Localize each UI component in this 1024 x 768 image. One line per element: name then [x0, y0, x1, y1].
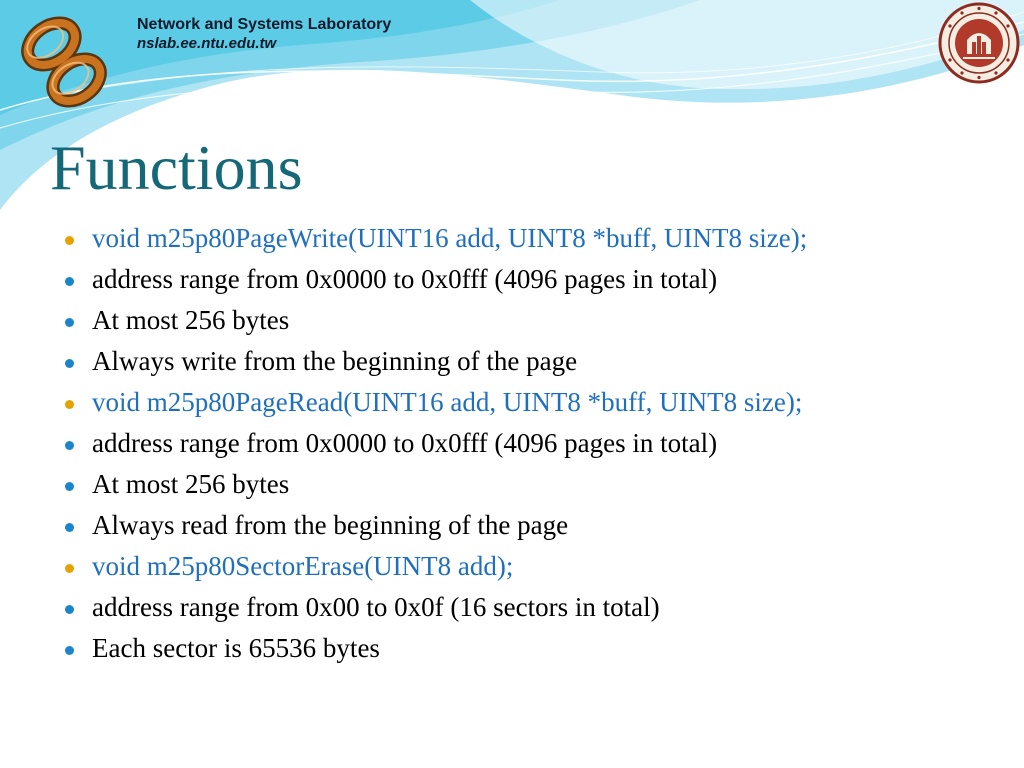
function-signature-item	[64, 550, 944, 583]
bullet-text: At most 256 bytes	[92, 469, 290, 499]
bullet-dot-icon	[65, 318, 74, 327]
bullet-dot-icon	[65, 646, 74, 655]
bullet-list	[64, 222, 944, 673]
bullet-text: void m25p80SectorErase(UINT8 add);	[92, 551, 514, 581]
slide-title: Functions	[50, 132, 303, 203]
bullet-text: void m25p80PageWrite(UINT16 add, UINT8 *buff, UINT8 size);	[92, 223, 808, 253]
bullet-text: void m25p80PageRead(UINT16 add, UINT8 *buff, UINT8 size);	[92, 387, 803, 417]
bullet-text: address range from 0x0000 to 0x0fff (4096 pages in total)	[92, 428, 718, 458]
bullet-text: address range from 0x00 to 0x0f (16 sectors in total)	[92, 592, 660, 622]
function-signature-item	[64, 222, 944, 255]
bullet-text: Always write from the beginning of the page	[92, 346, 578, 376]
bullet-dot-icon	[65, 359, 74, 368]
bullet-item	[64, 468, 944, 501]
bullet-text: address range from 0x0000 to 0x0fff (4096 pages in total)	[92, 264, 718, 294]
bullet-text: At most 256 bytes	[92, 305, 290, 335]
bullet-dot-icon	[65, 564, 74, 573]
bullet-text: Always read from the beginning of the page	[92, 510, 569, 540]
infinity-loop-logo	[12, 10, 117, 115]
bullet-text: Each sector is 65536 bytes	[92, 633, 380, 663]
bullet-item	[64, 345, 944, 378]
bullet-dot-icon	[65, 277, 74, 286]
bullet-item	[64, 509, 944, 542]
bullet-dot-icon	[65, 482, 74, 491]
lab-name: Network and Systems Laboratory	[137, 16, 392, 33]
bullet-dot-icon	[65, 400, 74, 409]
ntu-seal	[938, 2, 1020, 84]
bullet-dot-icon	[65, 523, 74, 532]
function-signature-item	[64, 386, 944, 419]
bullet-item	[64, 304, 944, 337]
bullet-item	[64, 427, 944, 460]
bullet-dot-icon	[65, 441, 74, 450]
lab-info	[137, 15, 391, 53]
bullet-item	[64, 263, 944, 296]
bullet-dot-icon	[65, 236, 74, 245]
bullet-item	[64, 632, 944, 665]
bullet-dot-icon	[65, 605, 74, 614]
lab-url: nslab.ee.ntu.edu.tw	[137, 35, 277, 52]
bullet-item	[64, 591, 944, 624]
